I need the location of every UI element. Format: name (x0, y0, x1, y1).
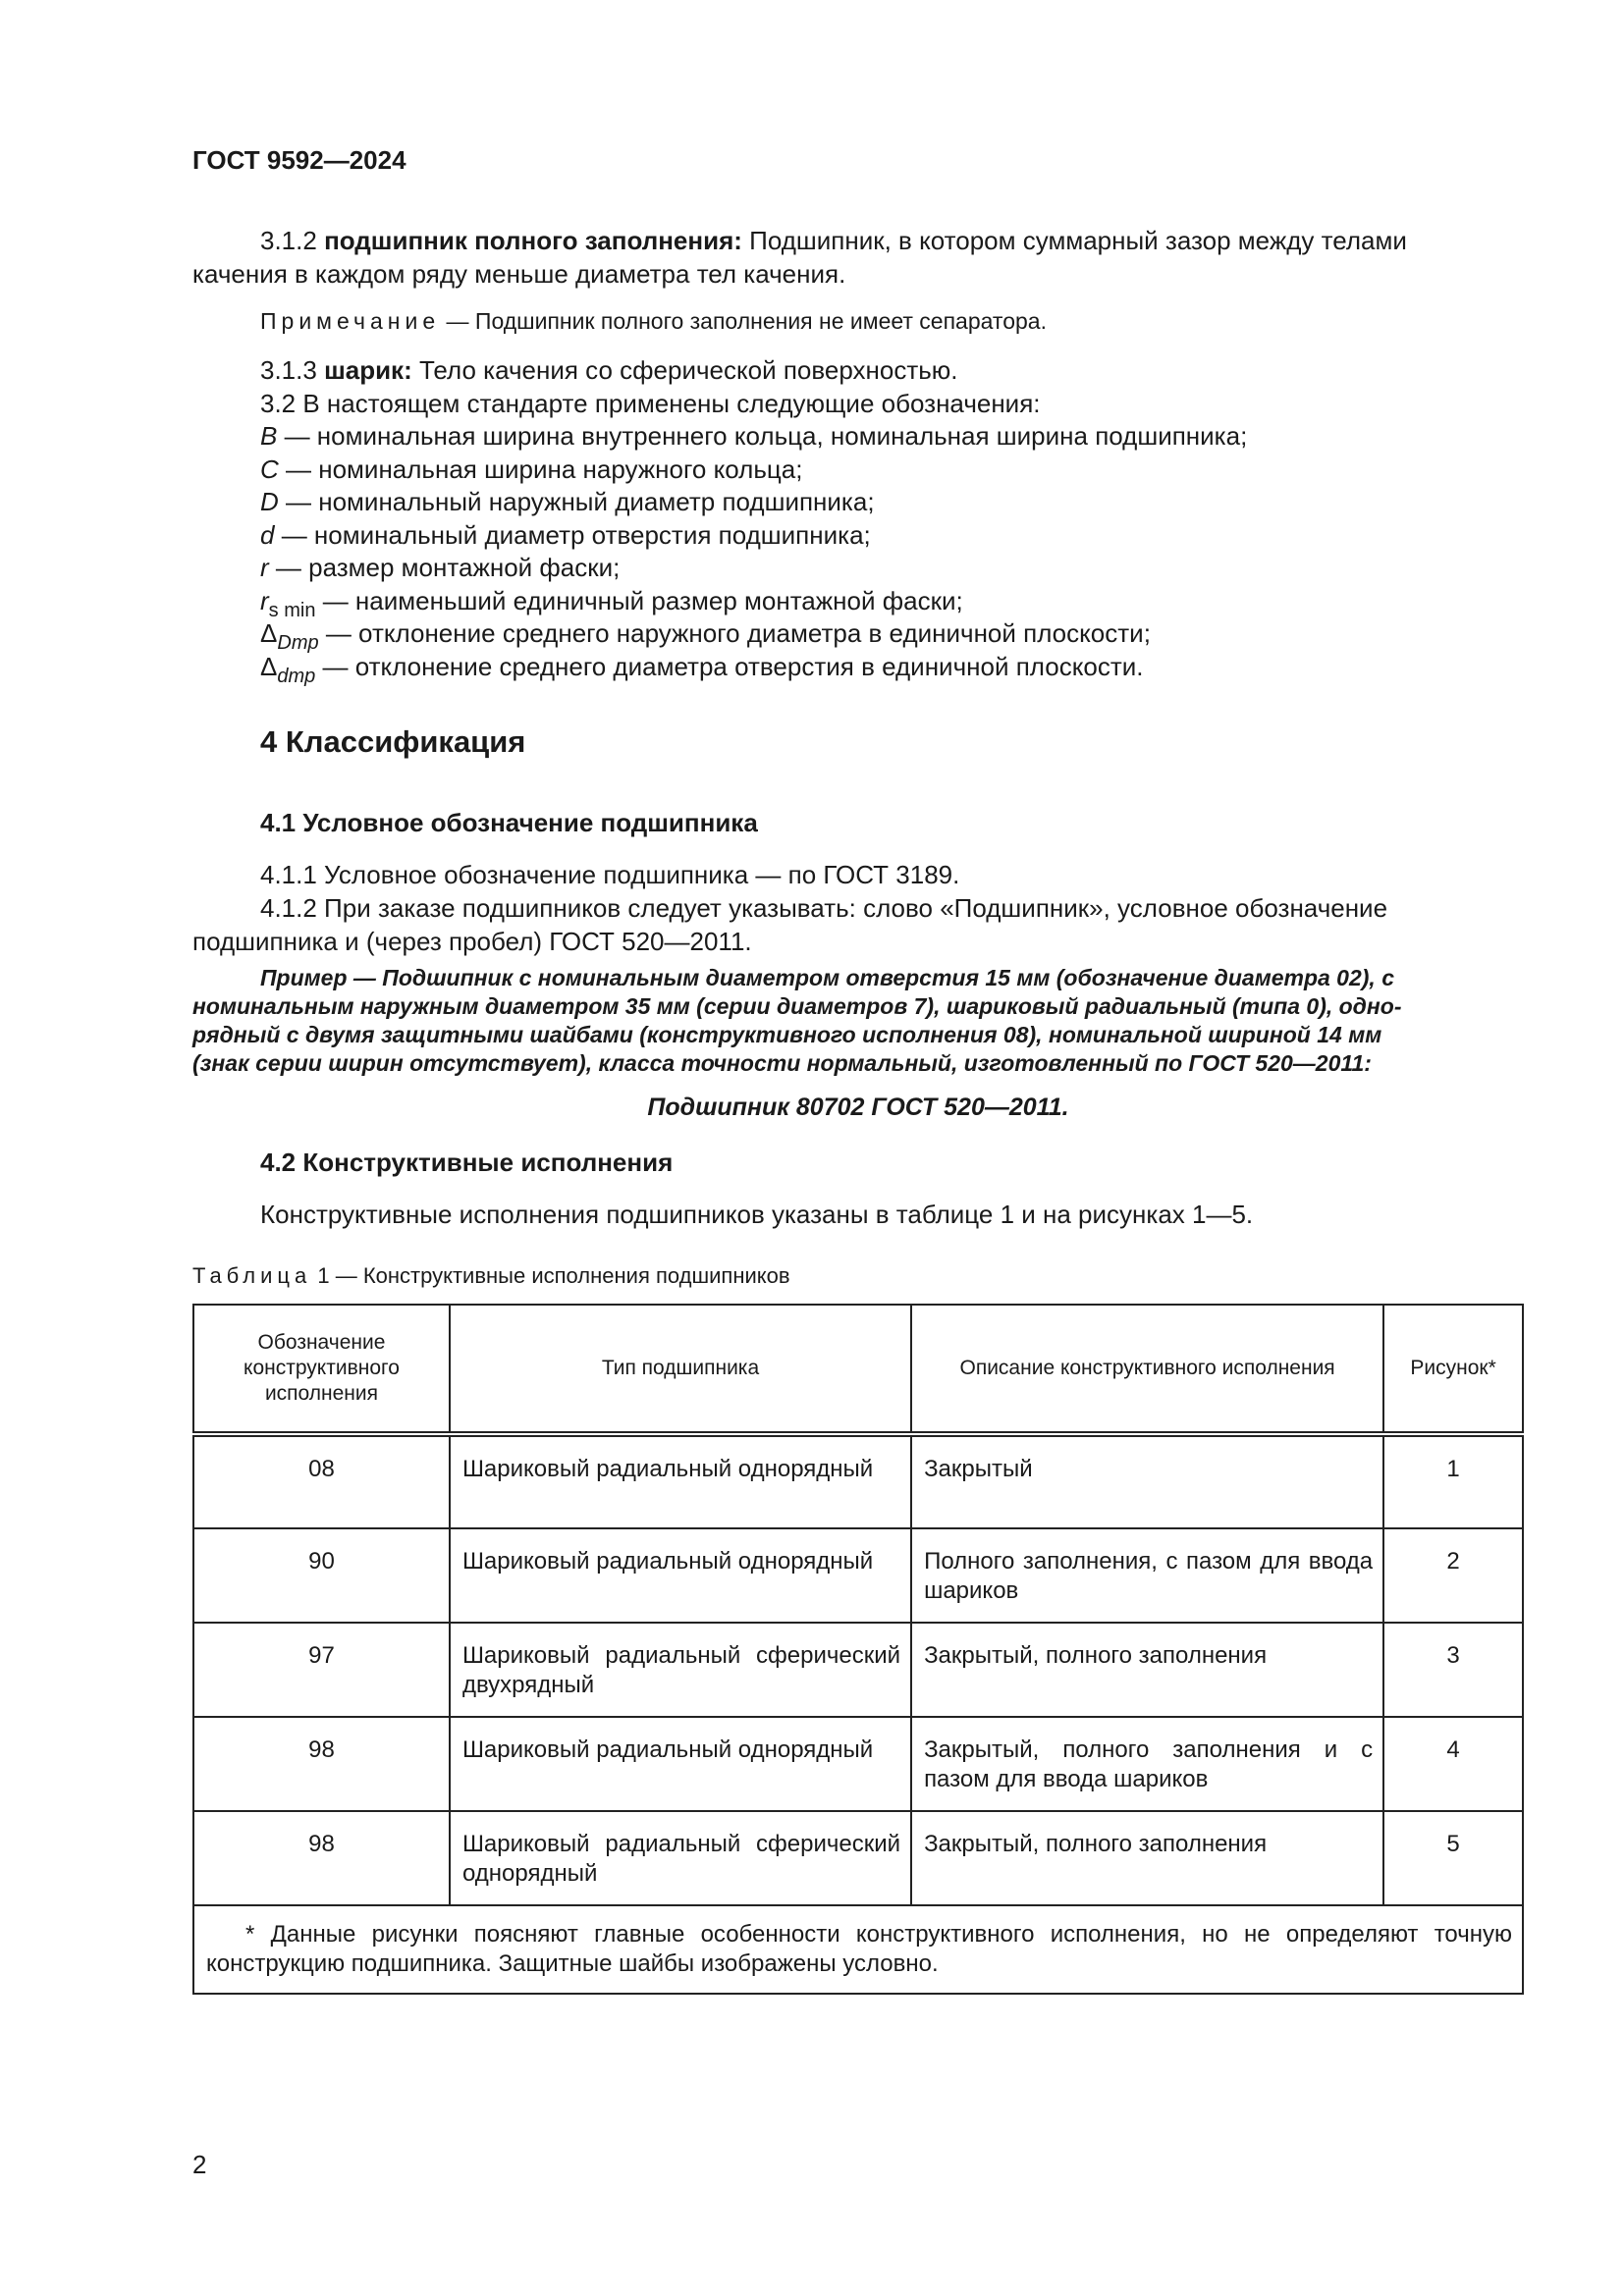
cell-description: Закрытый (911, 1434, 1383, 1528)
note (260, 306, 1047, 336)
symbol-item: $\Delta_{dmp}$ — отклонение среднего диаметра отверстия в единичной плоскости. (260, 651, 1144, 687)
table-row (193, 1811, 1523, 1905)
symbols-intro: 3.2 В настоящем стандарте применены следующие обозначения: (260, 389, 1041, 418)
cell-code: 98 (193, 1811, 450, 1905)
symbol-item: C — номинальная ширина наружного кольца; (260, 454, 803, 484)
symbol-item: D — номинальный наружный диаметр подшипника; (260, 487, 875, 516)
term-3-1-2-definition-1: Подшипник, в котором суммарный зазор между телами (749, 226, 1407, 255)
cell-type: Шариковый радиальный однорядный (450, 1434, 911, 1528)
cell-description: Закрытый, полного заполнения (911, 1623, 1383, 1717)
table-row (193, 1717, 1523, 1811)
cell-figure: 4 (1383, 1717, 1523, 1811)
para-4-1-2-line2: подшипника и (через пробел) ГОСТ 520—2011. (192, 927, 752, 956)
term-3-1-2-number: 3.1.2 (260, 226, 317, 255)
term-3-1-3 (260, 353, 958, 387)
term-3-1-2-term: подшипник полного заполнения: (324, 226, 742, 255)
table-row (193, 1528, 1523, 1623)
symbol-item: $\Delta_{Dmp}$ — отклонение среднего наружного диаметра в единичной плоскости; (260, 618, 1151, 654)
table-caption-label: Таблица (192, 1263, 312, 1288)
cell-figure: 5 (1383, 1811, 1523, 1905)
symbol-item: d — номинальный диаметр отверстия подшипника; (260, 519, 871, 550)
section-4-2-heading: 4.2 Конструктивные исполнения (260, 1148, 674, 1177)
header-description: Описание конструктивного исполнения (911, 1305, 1383, 1434)
table-footnote-row (193, 1905, 1523, 1994)
example-line: Пример — Подшипник с номинальным диаметром отверстия 15 мм (обозначение диаметра 02), с (260, 965, 1394, 990)
term-3-1-2-line1 (192, 224, 1524, 257)
symbols-list (260, 420, 1248, 687)
symbol-item: r — размер монтажной фаски; (260, 553, 621, 582)
para-4-2: Конструктивные исполнения подшипников указаны в таблице 1 и на рисунках 1—5. (260, 1200, 1254, 1229)
symbol-item: $r_{s min}$ — наименьший единичный размер монтажной фаски; (260, 585, 963, 621)
cell-figure: 1 (1383, 1434, 1523, 1528)
cell-type: Шариковый радиальный сферический однорядный (450, 1811, 911, 1905)
table-row (193, 1623, 1523, 1717)
table-row (193, 1434, 1523, 1528)
note-label: Примечание (260, 308, 441, 334)
table-header-row (193, 1305, 1523, 1434)
term-3-1-2-definition-2: качения в каждом ряду меньше диаметра тел качения. (192, 259, 846, 289)
header-bearing-type: Тип подшипника (450, 1305, 911, 1434)
symbol-item: B — номинальная ширина внутреннего кольца, номинальная ширина подшипника; (260, 421, 1248, 451)
term-3-1-3-term: шарик: (324, 355, 412, 385)
header-figure: Рисунок* (1383, 1305, 1523, 1434)
table-caption (192, 1262, 790, 1290)
example-line: номинальным наружным диаметром 35 мм (серии диаметров 7), шариковый радиальный (типа 0), одно- (192, 993, 1402, 1019)
example-block (192, 964, 1524, 1078)
cell-figure: 2 (1383, 1528, 1523, 1623)
term-3-1-2 (192, 224, 1524, 291)
standard-code-header: ГОСТ 9592—2024 (192, 145, 406, 175)
section-4-1-heading: 4.1 Условное обозначение подшипника (260, 808, 758, 837)
cell-description: Закрытый, полного заполнения (911, 1811, 1383, 1905)
cell-type: Шариковый радиальный однорядный (450, 1528, 911, 1623)
example-line: (знак серии ширин отсутствует), класса точности нормальный, изготовленный по ГОСТ 520—2011: (192, 1050, 1372, 1076)
table-caption-text: 1 — Конструктивные исполнения подшипников (311, 1263, 790, 1288)
cell-code: 90 (193, 1528, 450, 1623)
cell-code: 98 (193, 1717, 450, 1811)
header-designation: Обозначение конструктивного исполнения (193, 1305, 450, 1434)
cell-code: 97 (193, 1623, 450, 1717)
cell-code: 08 (193, 1434, 450, 1528)
cell-description: Полного заполнения, с пазом для ввода шариков (911, 1528, 1383, 1623)
term-3-1-3-number: 3.1.3 (260, 355, 317, 385)
para-4-1-2-line1: 4.1.2 При заказе подшипников следует указывать: слово «Подшипник», условное обозначение (260, 893, 1388, 923)
para-4-1-2 (192, 891, 1524, 958)
page-number: 2 (192, 2150, 207, 2179)
cell-description: Закрытый, полного заполнения и с пазом для ввода шариков (911, 1717, 1383, 1811)
cell-figure: 3 (1383, 1623, 1523, 1717)
term-3-1-3-definition: Тело качения со сферической поверхностью. (418, 355, 958, 385)
note-text: — Подшипник полного заполнения не имеет сепаратора. (440, 308, 1047, 334)
cell-type: Шариковый радиальный однорядный (450, 1717, 911, 1811)
section-4-heading: 4 Классификация (260, 724, 526, 759)
design-variants-table (192, 1304, 1524, 1995)
example-result: Подшипник 80702 ГОСТ 520—2011. (647, 1094, 1069, 1121)
para-4-1-1: 4.1.1 Условное обозначение подшипника — по ГОСТ 3189. (260, 860, 960, 889)
table-footnote: * Данные рисунки поясняют главные особенности конструктивного исполнения, но не определяют точную конструкцию подшипника. Защитные шайбы изображены условно. (193, 1905, 1523, 1994)
example-line: рядный с двумя защитными шайбами (конструктивного исполнения 08), номинальной шириной 14 мм (192, 1022, 1382, 1047)
cell-type: Шариковый радиальный сферический двухрядный (450, 1623, 911, 1717)
